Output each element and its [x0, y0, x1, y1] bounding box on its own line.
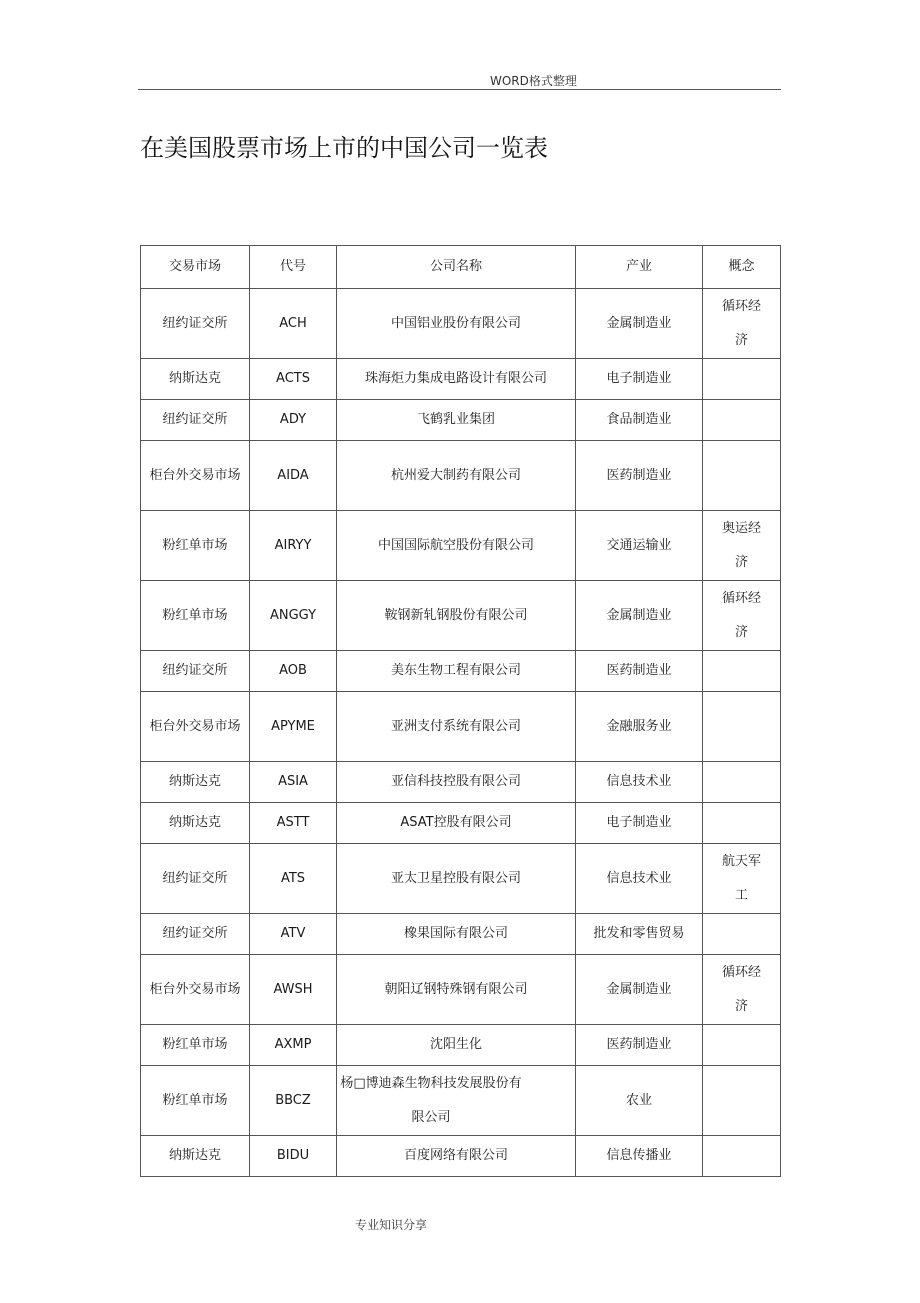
- column-header: 产业: [576, 246, 703, 289]
- market-cell: 纳斯达克: [141, 803, 250, 844]
- table-row: [141, 1025, 781, 1066]
- market-cell: 粉红单市场: [141, 1066, 250, 1136]
- market-cell: 纳斯达克: [141, 1136, 250, 1177]
- company-cell: 飞鹤乳业集团: [337, 400, 576, 441]
- table-row: [141, 844, 781, 914]
- code-cell: AWSH: [250, 955, 337, 1025]
- table-row: [141, 441, 781, 511]
- concept-cell: 奥运经济: [703, 511, 781, 581]
- code-cell: ANGGY: [250, 581, 337, 651]
- industry-cell: 医药制造业: [576, 441, 703, 511]
- concept-cell: [703, 1025, 781, 1066]
- market-cell: 纽约证交所: [141, 400, 250, 441]
- concept-cell: [703, 359, 781, 400]
- industry-cell: 医药制造业: [576, 1025, 703, 1066]
- code-cell: APYME: [250, 692, 337, 762]
- code-cell: AIRYY: [250, 511, 337, 581]
- table-header-row: [141, 246, 781, 289]
- company-cell: 美东生物工程有限公司: [337, 651, 576, 692]
- table-row: [141, 1066, 781, 1136]
- concept-cell: [703, 803, 781, 844]
- company-cell: 杭州爱大制药有限公司: [337, 441, 576, 511]
- column-header: 代号: [250, 246, 337, 289]
- concept-cell: [703, 692, 781, 762]
- market-cell: 纳斯达克: [141, 359, 250, 400]
- concept-cell: [703, 1136, 781, 1177]
- company-cell: 亚洲支付系统有限公司: [337, 692, 576, 762]
- table-row: [141, 359, 781, 400]
- market-cell: 粉红单市场: [141, 511, 250, 581]
- market-cell: 纽约证交所: [141, 651, 250, 692]
- industry-cell: 信息技术业: [576, 844, 703, 914]
- concept-cell: [703, 762, 781, 803]
- page-header: WORD格式整理: [490, 74, 577, 88]
- page-footer: 专业知识分享: [355, 1218, 428, 1232]
- industry-cell: 信息技术业: [576, 762, 703, 803]
- table-row: [141, 692, 781, 762]
- code-cell: ASIA: [250, 762, 337, 803]
- code-cell: ATV: [250, 914, 337, 955]
- industry-cell: 金属制造业: [576, 289, 703, 359]
- company-cell: 亚信科技控股有限公司: [337, 762, 576, 803]
- company-table: [140, 245, 781, 1177]
- industry-cell: 批发和零售贸易: [576, 914, 703, 955]
- company-cell: 鞍钢新轧钢股份有限公司: [337, 581, 576, 651]
- industry-cell: 金属制造业: [576, 581, 703, 651]
- concept-cell: 循环经济: [703, 289, 781, 359]
- industry-cell: 信息传播业: [576, 1136, 703, 1177]
- market-cell: 纳斯达克: [141, 762, 250, 803]
- concept-cell: [703, 441, 781, 511]
- company-cell: ASAT控股有限公司: [337, 803, 576, 844]
- industry-cell: 食品制造业: [576, 400, 703, 441]
- table-row: [141, 955, 781, 1025]
- company-cell: 亚太卫星控股有限公司: [337, 844, 576, 914]
- concept-cell: 航天军工: [703, 844, 781, 914]
- company-cell: 珠海炬力集成电路设计有限公司: [337, 359, 576, 400]
- industry-cell: 电子制造业: [576, 359, 703, 400]
- industry-cell: 医药制造业: [576, 651, 703, 692]
- concept-cell: 循环经济: [703, 955, 781, 1025]
- company-cell: 朝阳辽钢特殊钢有限公司: [337, 955, 576, 1025]
- code-cell: ASTT: [250, 803, 337, 844]
- industry-cell: 金属制造业: [576, 955, 703, 1025]
- table-row: [141, 803, 781, 844]
- code-cell: ACTS: [250, 359, 337, 400]
- company-cell: 中国铝业股份有限公司: [337, 289, 576, 359]
- industry-cell: 农业: [576, 1066, 703, 1136]
- market-cell: 纽约证交所: [141, 844, 250, 914]
- header-divider: [138, 89, 781, 90]
- industry-cell: 电子制造业: [576, 803, 703, 844]
- code-cell: ATS: [250, 844, 337, 914]
- table-row: [141, 511, 781, 581]
- market-cell: 柜台外交易市场: [141, 441, 250, 511]
- document-title: 在美国股票市场上市的中国公司一览表: [140, 134, 548, 162]
- concept-cell: [703, 914, 781, 955]
- table-row: [141, 289, 781, 359]
- concept-cell: [703, 1066, 781, 1136]
- column-header: 交易市场: [141, 246, 250, 289]
- market-cell: 纽约证交所: [141, 289, 250, 359]
- market-cell: 柜台外交易市场: [141, 692, 250, 762]
- table-row: [141, 914, 781, 955]
- market-cell: 粉红单市场: [141, 1025, 250, 1066]
- company-cell: 杨□博迪森生物科技发展股份有限公司: [337, 1066, 576, 1136]
- code-cell: BBCZ: [250, 1066, 337, 1136]
- table-row: [141, 400, 781, 441]
- table-row: [141, 1136, 781, 1177]
- market-cell: 柜台外交易市场: [141, 955, 250, 1025]
- code-cell: ADY: [250, 400, 337, 441]
- code-cell: BIDU: [250, 1136, 337, 1177]
- market-cell: 粉红单市场: [141, 581, 250, 651]
- table-body: [141, 289, 781, 1177]
- column-header: 公司名称: [337, 246, 576, 289]
- table-row: [141, 651, 781, 692]
- table-row: [141, 762, 781, 803]
- industry-cell: 交通运输业: [576, 511, 703, 581]
- code-cell: AIDA: [250, 441, 337, 511]
- company-cell: 中国国际航空股份有限公司: [337, 511, 576, 581]
- code-cell: AXMP: [250, 1025, 337, 1066]
- concept-cell: [703, 400, 781, 441]
- column-header: 概念: [703, 246, 781, 289]
- concept-cell: [703, 651, 781, 692]
- code-cell: AOB: [250, 651, 337, 692]
- code-cell: ACH: [250, 289, 337, 359]
- company-cell: 百度网络有限公司: [337, 1136, 576, 1177]
- company-cell: 沈阳生化: [337, 1025, 576, 1066]
- table-row: [141, 581, 781, 651]
- concept-cell: 循环经济: [703, 581, 781, 651]
- company-cell: 橡果国际有限公司: [337, 914, 576, 955]
- market-cell: 纽约证交所: [141, 914, 250, 955]
- industry-cell: 金融服务业: [576, 692, 703, 762]
